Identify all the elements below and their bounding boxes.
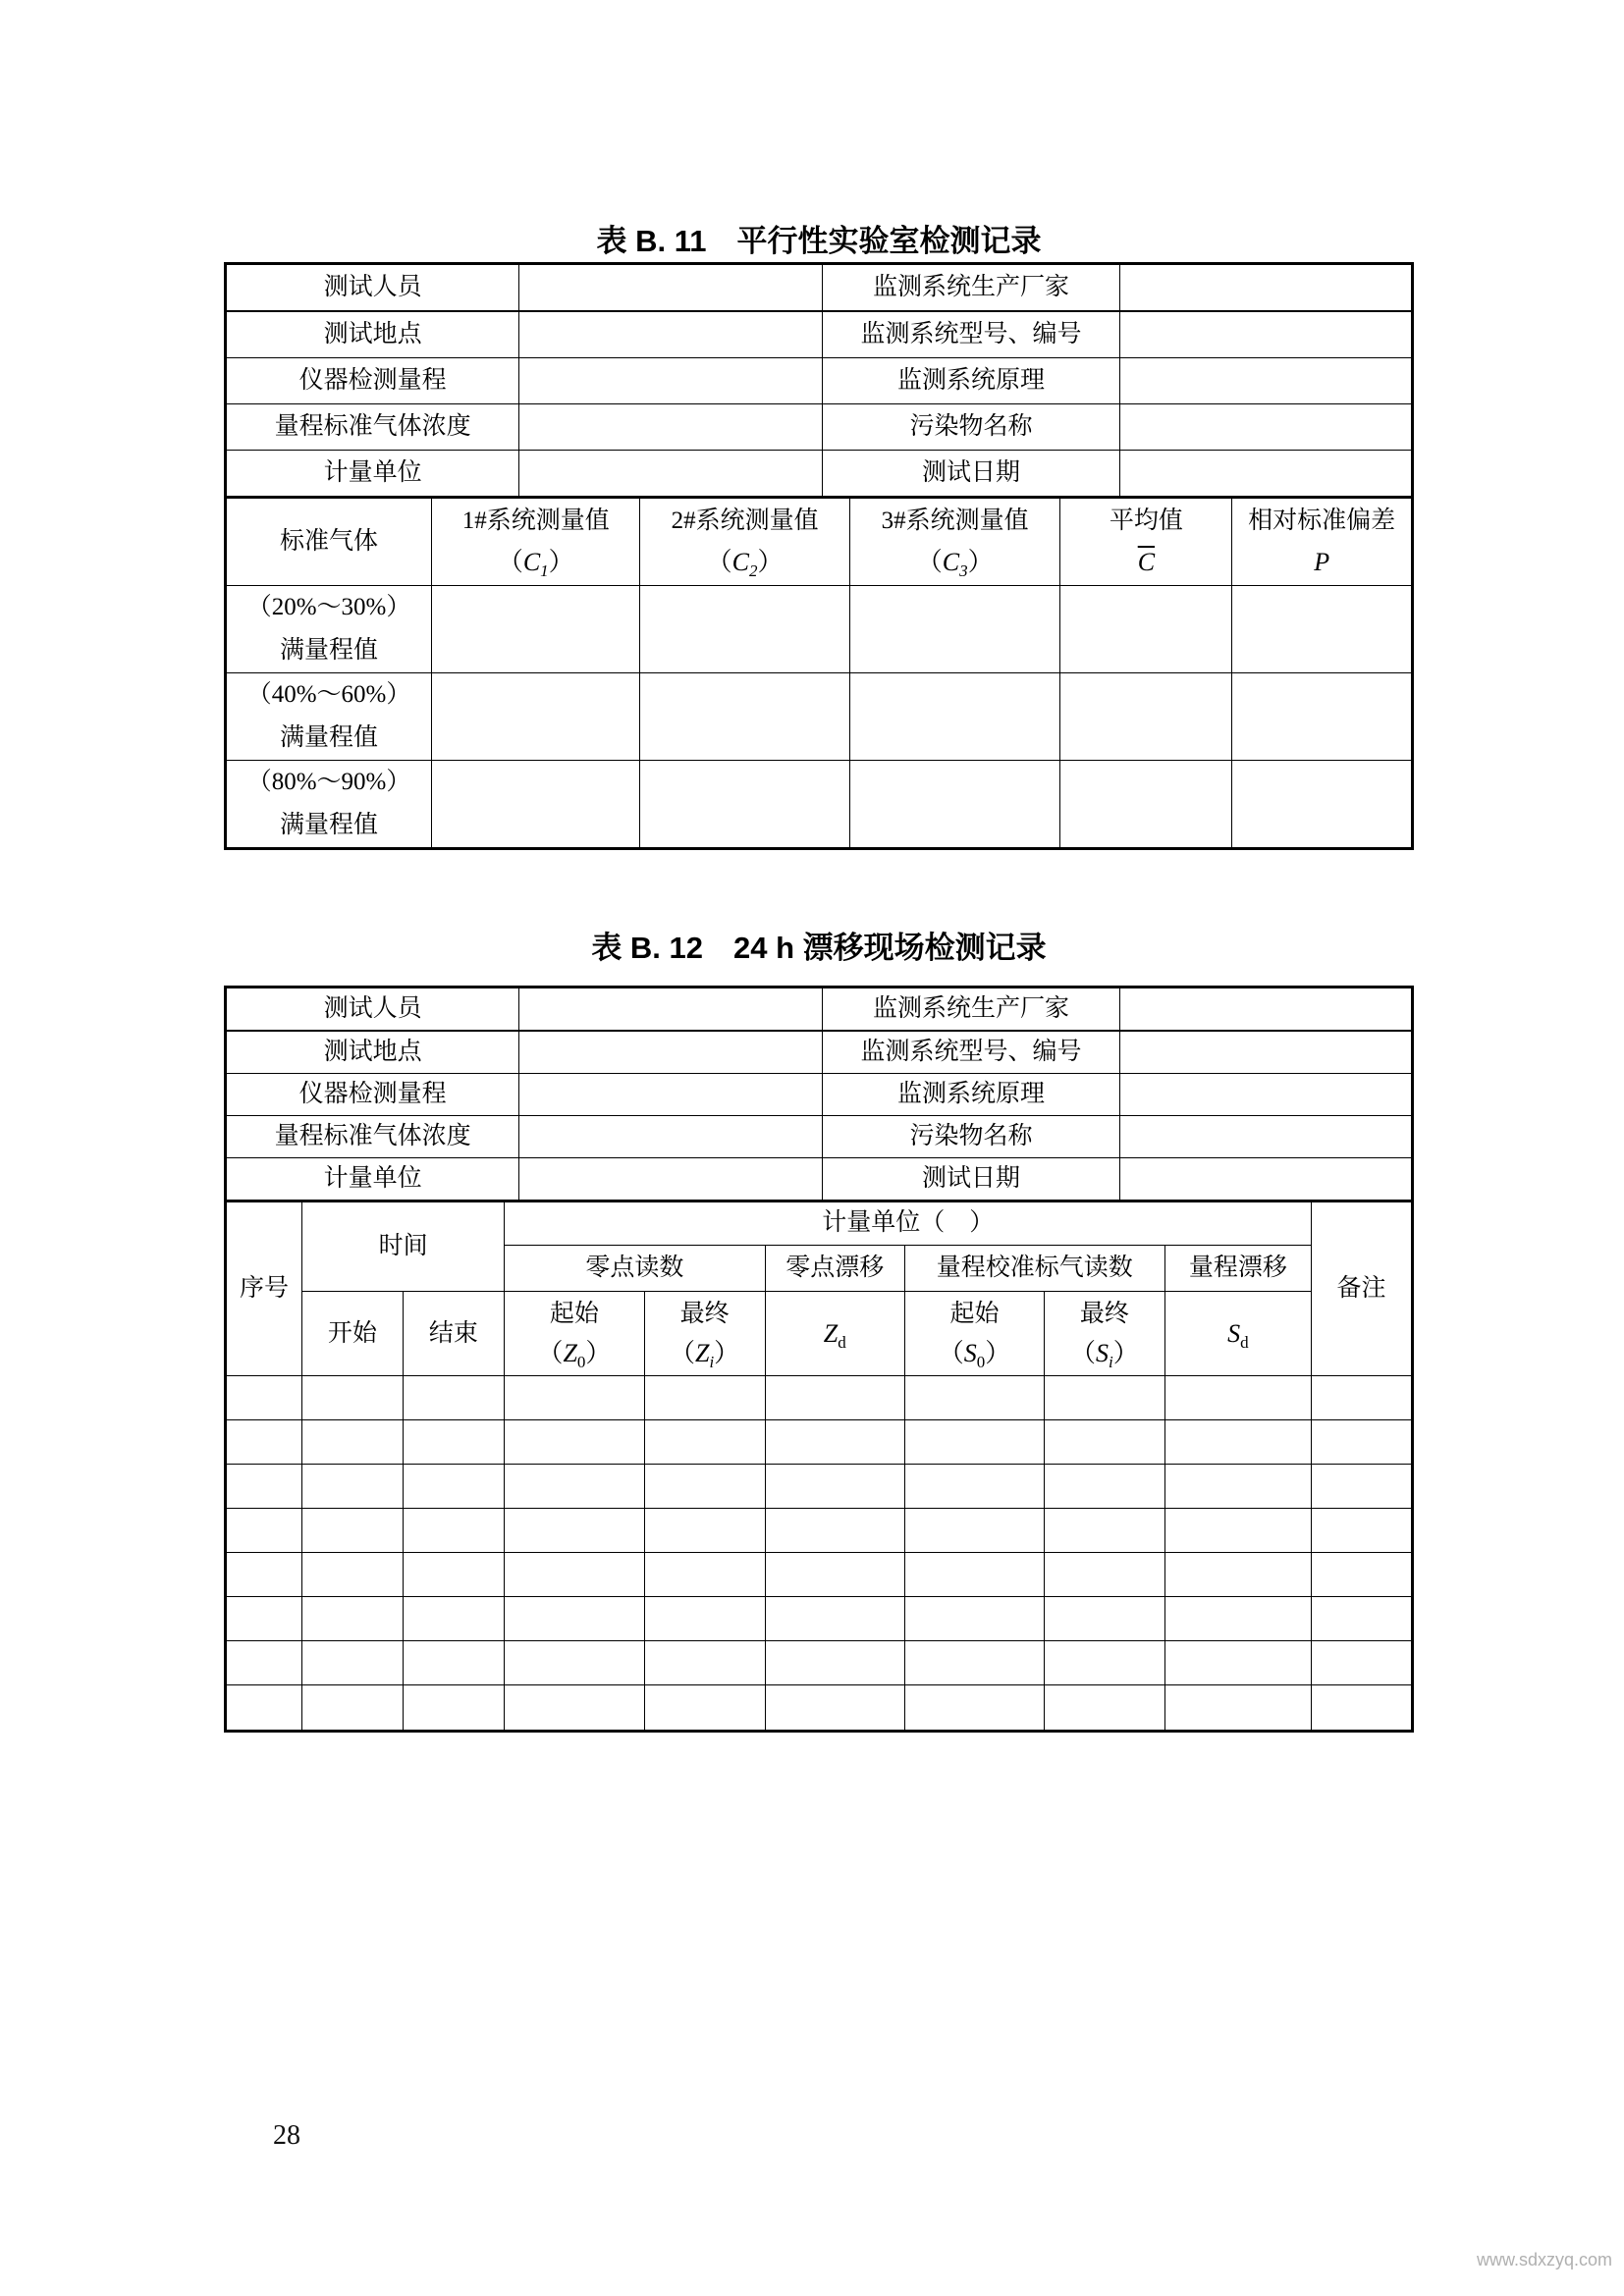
info-label: 计量单位 — [227, 1157, 519, 1200]
empty-cell — [644, 1420, 765, 1465]
table-row — [227, 1641, 1411, 1685]
empty-cell — [904, 1685, 1044, 1730]
subscript: 0 — [576, 1352, 586, 1371]
table-b11-measure-section — [227, 497, 1411, 848]
row-label: （80%～90%）满量程值 — [227, 761, 432, 848]
empty-cell — [904, 1509, 1044, 1553]
empty-cell — [904, 1376, 1044, 1420]
empty-cell — [644, 1465, 765, 1509]
empty-cell — [1232, 586, 1411, 673]
info-label: 监测系统型号、编号 — [823, 311, 1120, 357]
empty-cell — [432, 673, 640, 761]
empty-cell — [765, 1420, 904, 1465]
empty-cell — [1164, 1597, 1312, 1641]
header-line: 起始 — [549, 1300, 599, 1327]
sys2-header — [640, 498, 849, 586]
empty-cell — [1045, 1685, 1164, 1730]
info-value-field — [1119, 1073, 1411, 1115]
empty-cell — [904, 1420, 1044, 1465]
formula-zi — [649, 1334, 761, 1373]
symbol: S — [963, 1338, 977, 1367]
subscript: i — [709, 1352, 715, 1371]
info-value-field — [1119, 1115, 1411, 1157]
header-line: 3#系统测量值 — [881, 507, 1029, 534]
subscript: 3 — [959, 561, 968, 580]
info-value-field — [1119, 988, 1411, 1031]
formula-c1 — [436, 542, 635, 583]
formula-p — [1236, 542, 1407, 583]
page-number: 28 — [273, 2120, 300, 2151]
table-row — [227, 673, 1411, 761]
row-label: （40%～60%）满量程值 — [227, 673, 432, 761]
empty-cell — [302, 1641, 404, 1685]
header-line: 1#系统测量值 — [461, 507, 610, 534]
empty-cell — [1232, 673, 1411, 761]
formula-z0 — [509, 1334, 639, 1373]
empty-cell — [1312, 1465, 1411, 1509]
empty-cell — [432, 586, 640, 673]
info-row — [227, 265, 1411, 311]
empty-cell — [227, 1376, 302, 1420]
table-row — [227, 1685, 1411, 1730]
info-value-field — [519, 1157, 823, 1200]
empty-cell — [1232, 761, 1411, 848]
empty-cell — [403, 1420, 505, 1465]
info-value-field — [1119, 1031, 1411, 1073]
info-label: 污染物名称 — [823, 403, 1120, 450]
time-header: 时间 — [302, 1201, 505, 1292]
table-row — [227, 761, 1411, 848]
paren-open: （ — [1069, 1338, 1096, 1367]
s0-header — [904, 1292, 1044, 1376]
empty-cell — [1045, 1641, 1164, 1685]
standard-gas-header: 标准气体 — [227, 498, 432, 586]
drift-header-row-1 — [227, 1201, 1411, 1246]
empty-cell — [644, 1509, 765, 1553]
watermark: www.sdxzyq.com — [1476, 2250, 1612, 2269]
info-row — [227, 1115, 1411, 1157]
empty-cell — [302, 1465, 404, 1509]
info-value-field — [1119, 265, 1411, 311]
symbol: C — [942, 547, 960, 576]
empty-cell — [904, 1553, 1044, 1597]
formula-si — [1049, 1334, 1160, 1373]
empty-cell — [227, 1553, 302, 1597]
info-label: 监测系统型号、编号 — [823, 1031, 1120, 1073]
empty-cell — [1312, 1420, 1411, 1465]
row-label: （20%～30%）满量程值 — [227, 586, 432, 673]
paren-close: ） — [714, 1338, 740, 1367]
info-label: 监测系统生产厂家 — [823, 265, 1120, 311]
empty-cell — [1060, 586, 1232, 673]
empty-cell — [765, 1685, 904, 1730]
info-row — [227, 988, 1411, 1031]
paren-open: （ — [537, 1338, 564, 1367]
symbol: C — [731, 547, 750, 576]
zi-header — [644, 1292, 765, 1376]
empty-cell — [640, 761, 849, 848]
empty-cell — [640, 673, 849, 761]
info-label: 监测系统原理 — [823, 357, 1120, 403]
info-value-field — [1119, 450, 1411, 496]
empty-cell — [302, 1553, 404, 1597]
empty-cell — [849, 673, 1060, 761]
info-row — [227, 1157, 1411, 1200]
info-label: 监测系统生产厂家 — [823, 988, 1120, 1031]
formula-sd — [1227, 1318, 1249, 1352]
header-line: 最终 — [1079, 1300, 1129, 1327]
info-row — [227, 1073, 1411, 1115]
table-row — [227, 1509, 1411, 1553]
subscript: i — [1109, 1352, 1113, 1371]
info-row — [227, 450, 1411, 496]
info-row — [227, 311, 1411, 357]
empty-cell — [227, 1465, 302, 1509]
empty-cell — [1045, 1465, 1164, 1509]
empty-cell — [644, 1553, 765, 1597]
info-label: 量程标准气体浓度 — [227, 403, 519, 450]
symbol: P — [1314, 547, 1330, 576]
subscript: d — [1240, 1332, 1249, 1352]
si-header — [1045, 1292, 1164, 1376]
info-label: 测试地点 — [227, 311, 519, 357]
empty-cell — [432, 761, 640, 848]
symbol: Z — [563, 1338, 577, 1367]
paren-close: ） — [967, 547, 994, 576]
paren-open: （ — [497, 547, 523, 576]
info-value-field — [519, 450, 823, 496]
empty-cell — [1060, 673, 1232, 761]
info-label: 计量单位 — [227, 450, 519, 496]
empty-cell — [505, 1420, 644, 1465]
sys1-header — [432, 498, 640, 586]
info-value-field — [519, 403, 823, 450]
empty-cell — [1164, 1641, 1312, 1685]
table-b12-title: 表 B. 12 24 h 漂移现场检测记录 — [591, 931, 1047, 965]
info-value-field — [519, 988, 823, 1031]
header-line: 平均值 — [1109, 507, 1183, 534]
empty-cell — [302, 1376, 404, 1420]
symbol: S — [1096, 1338, 1109, 1367]
subscript: 1 — [540, 561, 549, 580]
subscript: d — [838, 1332, 846, 1352]
info-value-field — [519, 265, 823, 311]
empty-cell — [1045, 1509, 1164, 1553]
table-row — [227, 1420, 1411, 1465]
empty-cell — [765, 1376, 904, 1420]
info-value-field — [519, 311, 823, 357]
info-label: 测试日期 — [823, 1157, 1120, 1200]
formula-c3 — [854, 542, 1056, 583]
empty-cell — [1312, 1685, 1411, 1730]
empty-cell — [1164, 1553, 1312, 1597]
symbol: $\overline{C}$ — [1137, 547, 1156, 576]
empty-cell — [644, 1376, 765, 1420]
empty-cell — [403, 1597, 505, 1641]
info-value-field — [1119, 1157, 1411, 1200]
info-label: 污染物名称 — [823, 1115, 1120, 1157]
empty-cell — [904, 1465, 1044, 1509]
info-label: 仪器检测量程 — [227, 357, 519, 403]
table-b12-info-section — [227, 988, 1411, 1201]
table-row — [227, 1376, 1411, 1420]
info-value-field — [519, 1031, 823, 1073]
formula-cbar — [1064, 542, 1227, 583]
empty-cell — [505, 1685, 644, 1730]
paren-close: ） — [757, 547, 784, 576]
empty-cell — [227, 1420, 302, 1465]
info-label: 测试人员 — [227, 988, 519, 1031]
table-b11-info-section — [227, 265, 1411, 497]
measure-header-row — [227, 498, 1411, 586]
header-line: 相对标准偏差 — [1248, 507, 1396, 534]
span-reading-header: 量程校准标气读数 — [904, 1246, 1164, 1292]
empty-cell — [302, 1509, 404, 1553]
paren-open: （ — [916, 547, 943, 576]
seq-header: 序号 — [227, 1201, 302, 1376]
formula-c2 — [644, 542, 844, 583]
empty-cell — [505, 1509, 644, 1553]
empty-cell — [227, 1685, 302, 1730]
subscript: 2 — [749, 561, 758, 580]
symbol: Z — [694, 1338, 710, 1367]
table-b11-title: 表 B. 11 平行性实验室检测记录 — [596, 224, 1042, 258]
formula-zd — [823, 1318, 846, 1352]
note-header: 备注 — [1312, 1201, 1411, 1376]
symbol: Z — [823, 1318, 839, 1348]
info-label: 监测系统原理 — [823, 1073, 1120, 1115]
empty-cell — [1164, 1465, 1312, 1509]
empty-cell — [1045, 1420, 1164, 1465]
empty-cell — [403, 1376, 505, 1420]
table-b12 — [224, 986, 1414, 1733]
info-row — [227, 357, 1411, 403]
symbol: C — [522, 547, 541, 576]
empty-cell — [849, 586, 1060, 673]
empty-cell — [1060, 761, 1232, 848]
empty-cell — [1164, 1509, 1312, 1553]
empty-cell — [403, 1641, 505, 1685]
empty-cell — [904, 1641, 1044, 1685]
table-b11 — [224, 262, 1414, 850]
empty-cell — [765, 1597, 904, 1641]
empty-cell — [1164, 1376, 1312, 1420]
header-line: 2#系统测量值 — [671, 507, 819, 534]
zero-reading-header: 零点读数 — [505, 1246, 765, 1292]
header-line: 起始 — [949, 1300, 1000, 1327]
empty-cell — [302, 1597, 404, 1641]
empty-cell — [1312, 1553, 1411, 1597]
paren-close: ） — [585, 1338, 612, 1367]
info-value-field — [519, 357, 823, 403]
empty-cell — [403, 1553, 505, 1597]
empty-cell — [1312, 1597, 1411, 1641]
empty-cell — [765, 1641, 904, 1685]
empty-cell — [1312, 1376, 1411, 1420]
info-label: 测试地点 — [227, 1031, 519, 1073]
empty-cell — [1312, 1641, 1411, 1685]
paren-close: ） — [1112, 1338, 1139, 1367]
empty-cell — [765, 1509, 904, 1553]
subscript: 0 — [976, 1352, 986, 1371]
drift-header-row-3 — [227, 1292, 1411, 1376]
empty-cell — [227, 1597, 302, 1641]
empty-cell — [904, 1597, 1044, 1641]
empty-cell — [302, 1420, 404, 1465]
empty-cell — [1164, 1685, 1312, 1730]
empty-cell — [765, 1465, 904, 1509]
empty-cell — [505, 1465, 644, 1509]
paren-open: （ — [706, 547, 732, 576]
header-line: 最终 — [679, 1300, 730, 1327]
paren-open: （ — [669, 1338, 695, 1367]
formula-s0 — [909, 1334, 1040, 1373]
info-label: 仪器检测量程 — [227, 1073, 519, 1115]
span-drift-header: 量程漂移 — [1164, 1246, 1312, 1292]
average-header — [1060, 498, 1232, 586]
info-row — [227, 1031, 1411, 1073]
empty-cell — [640, 586, 849, 673]
info-label: 测试日期 — [823, 450, 1120, 496]
info-label: 测试人员 — [227, 265, 519, 311]
empty-cell — [403, 1509, 505, 1553]
sys3-header — [849, 498, 1060, 586]
info-value-field — [1119, 357, 1411, 403]
empty-cell — [403, 1685, 505, 1730]
empty-cell — [1164, 1420, 1312, 1465]
paren-close: ） — [985, 1338, 1011, 1367]
info-row — [227, 403, 1411, 450]
empty-cell — [505, 1376, 644, 1420]
table-row — [227, 586, 1411, 673]
empty-cell — [505, 1553, 644, 1597]
table-row — [227, 1597, 1411, 1641]
table-b12-drift-section — [227, 1201, 1411, 1730]
sd-header — [1164, 1292, 1312, 1376]
empty-cell — [1045, 1553, 1164, 1597]
symbol: S — [1227, 1318, 1241, 1348]
paren-close: ） — [548, 547, 574, 576]
end-header: 结束 — [403, 1292, 505, 1376]
info-value-field — [519, 1115, 823, 1157]
empty-cell — [644, 1597, 765, 1641]
empty-cell — [505, 1597, 644, 1641]
empty-cell — [1045, 1376, 1164, 1420]
zero-drift-header: 零点漂移 — [765, 1246, 904, 1292]
empty-cell — [849, 761, 1060, 848]
paren-open: （ — [938, 1338, 964, 1367]
info-value-field — [1119, 403, 1411, 450]
start-header: 开始 — [302, 1292, 404, 1376]
empty-cell — [227, 1641, 302, 1685]
empty-cell — [302, 1685, 404, 1730]
empty-cell — [505, 1641, 644, 1685]
empty-cell — [644, 1685, 765, 1730]
info-value-field — [519, 1073, 823, 1115]
table-row — [227, 1465, 1411, 1509]
empty-cell — [644, 1641, 765, 1685]
info-value-field — [1119, 311, 1411, 357]
table-row — [227, 1553, 1411, 1597]
empty-cell — [1312, 1509, 1411, 1553]
rsd-header — [1232, 498, 1411, 586]
zd-header — [765, 1292, 904, 1376]
unit-header: 计量单位（ ） — [505, 1201, 1312, 1246]
empty-cell — [1045, 1597, 1164, 1641]
empty-cell — [765, 1553, 904, 1597]
z0-header — [505, 1292, 644, 1376]
empty-cell — [403, 1465, 505, 1509]
info-label: 量程标准气体浓度 — [227, 1115, 519, 1157]
empty-cell — [227, 1509, 302, 1553]
